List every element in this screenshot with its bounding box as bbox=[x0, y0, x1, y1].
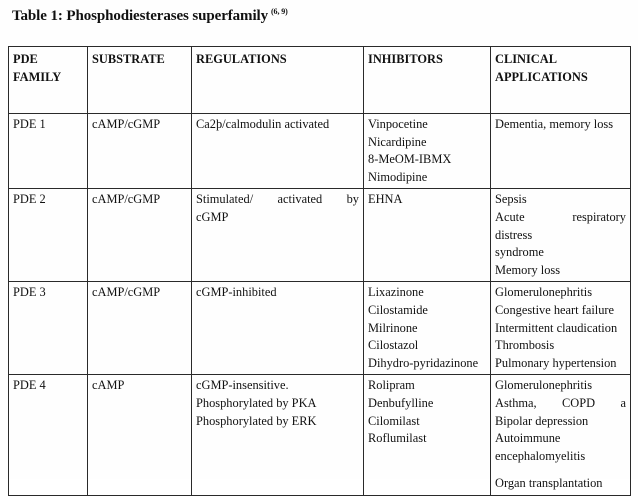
regulation-line: Stimulated/ activated by bbox=[196, 192, 359, 207]
inhibitor-item: 8-MeOM-IBMX bbox=[368, 152, 452, 167]
clinical-item: Glomerulonephritis bbox=[495, 285, 593, 300]
table-row bbox=[9, 114, 631, 189]
clinical-item: Sepsis bbox=[495, 192, 527, 207]
regulations-cell bbox=[192, 189, 364, 282]
substrate-value: cAMP/cGMP bbox=[92, 117, 161, 131]
clinical-item: Glomerulonephritis bbox=[495, 378, 593, 393]
clinical-cell bbox=[491, 189, 631, 282]
phosphodiesterases-table bbox=[8, 46, 631, 496]
clinical-item: Pulmonary hypertension bbox=[495, 355, 617, 370]
regulations-cell bbox=[192, 114, 364, 189]
inhibitor-item: Cilostamide bbox=[368, 302, 428, 317]
header-substrate bbox=[88, 47, 192, 114]
inhibitor-item: Cilomilast bbox=[368, 413, 420, 428]
table-row bbox=[9, 189, 631, 282]
family-cell bbox=[9, 375, 88, 496]
regulation-line: Phosphorylated by PKA bbox=[196, 395, 317, 410]
inhibitor-item: Roflumilast bbox=[368, 431, 427, 446]
table-row bbox=[9, 375, 631, 496]
header-clinical-line1: CLINICAL bbox=[495, 52, 557, 66]
caption-text: Table 1: Phosphodiesterases superfamily bbox=[12, 8, 268, 24]
inhibitor-item: Nimodipine bbox=[368, 169, 428, 184]
header-regulations bbox=[192, 47, 364, 114]
clinical-cell bbox=[491, 282, 631, 375]
inhibitor-item: Vinpocetine bbox=[368, 117, 428, 131]
clinical-item: Thrombosis bbox=[495, 338, 555, 353]
inhibitors-cell bbox=[364, 114, 491, 189]
substrate-cell bbox=[88, 282, 192, 375]
regulation-line: cGMP-insensitive. bbox=[196, 378, 289, 393]
clinical-item: Dementia, memory loss bbox=[495, 117, 614, 131]
substrate-cell bbox=[88, 189, 192, 282]
clinical-cell bbox=[491, 114, 631, 189]
substrate-cell bbox=[88, 375, 192, 496]
header-pde-family bbox=[9, 47, 88, 114]
clinical-item: Memory loss bbox=[495, 262, 561, 277]
inhibitor-item: Milrinone bbox=[368, 320, 418, 335]
clinical-item: Asthma, COPD a bbox=[495, 395, 626, 410]
family-value: PDE 4 bbox=[13, 378, 46, 393]
inhibitor-item: EHNA bbox=[368, 192, 403, 207]
family-value: PDE 1 bbox=[13, 117, 46, 131]
clinical-cell bbox=[491, 375, 631, 496]
regulations-cell bbox=[192, 282, 364, 375]
family-value: PDE 2 bbox=[13, 192, 46, 207]
family-cell bbox=[9, 114, 88, 189]
inhibitor-item: Dihydro-pyridazinone bbox=[368, 355, 479, 370]
substrate-value: cAMP bbox=[92, 378, 125, 393]
regulation-line: cGMP bbox=[196, 209, 229, 224]
clinical-item: Acute respiratory bbox=[495, 209, 626, 224]
table-caption bbox=[12, 8, 288, 25]
substrate-value: cAMP/cGMP bbox=[92, 192, 161, 207]
inhibitors-cell bbox=[364, 375, 491, 496]
clinical-item: Organ transplantation bbox=[495, 476, 603, 491]
inhibitor-item: Rolipram bbox=[368, 378, 415, 393]
header-inhibitors bbox=[364, 47, 491, 114]
inhibitor-item: Nicardipine bbox=[368, 134, 427, 149]
clinical-item: Bipolar depression bbox=[495, 413, 589, 428]
family-value: PDE 3 bbox=[13, 285, 46, 300]
regulation-line: cGMP-inhibited bbox=[196, 285, 277, 300]
clinical-spacer bbox=[495, 465, 626, 475]
header-family-line1: PDE bbox=[13, 52, 38, 66]
header-inhibitors-label: INHIBITORS bbox=[368, 52, 443, 66]
header-regulations-label: REGULATIONS bbox=[196, 52, 287, 66]
inhibitor-item: Lixazinone bbox=[368, 285, 424, 300]
caption-references: (6, 9) bbox=[270, 7, 288, 16]
inhibitors-cell bbox=[364, 189, 491, 282]
family-cell bbox=[9, 189, 88, 282]
header-clinical-line2: APPLICATIONS bbox=[495, 69, 588, 84]
family-cell bbox=[9, 282, 88, 375]
regulation-line: Ca2þ/calmodulin activated bbox=[196, 117, 330, 131]
clinical-item: Congestive heart failure bbox=[495, 302, 615, 317]
clinical-item: Autoimmune bbox=[495, 431, 561, 446]
clinical-item: syndrome bbox=[495, 245, 544, 260]
header-clinical-applications bbox=[491, 47, 631, 114]
inhibitors-cell bbox=[364, 282, 491, 375]
table-row bbox=[9, 282, 631, 375]
inhibitor-item: Denbufylline bbox=[368, 395, 434, 410]
regulations-cell bbox=[192, 375, 364, 496]
inhibitor-item: Cilostazol bbox=[368, 338, 419, 353]
header-family-line2: FAMILY bbox=[13, 69, 62, 84]
substrate-value: cAMP/cGMP bbox=[92, 285, 161, 300]
substrate-cell bbox=[88, 114, 192, 189]
clinical-item: Intermittent claudication bbox=[495, 320, 618, 335]
header-substrate-label: SUBSTRATE bbox=[92, 52, 165, 66]
header-row bbox=[9, 47, 631, 114]
clinical-item: encephalomyelitis bbox=[495, 448, 586, 463]
regulation-line: Phosphorylated by ERK bbox=[196, 413, 317, 428]
clinical-item: distress bbox=[495, 227, 533, 242]
